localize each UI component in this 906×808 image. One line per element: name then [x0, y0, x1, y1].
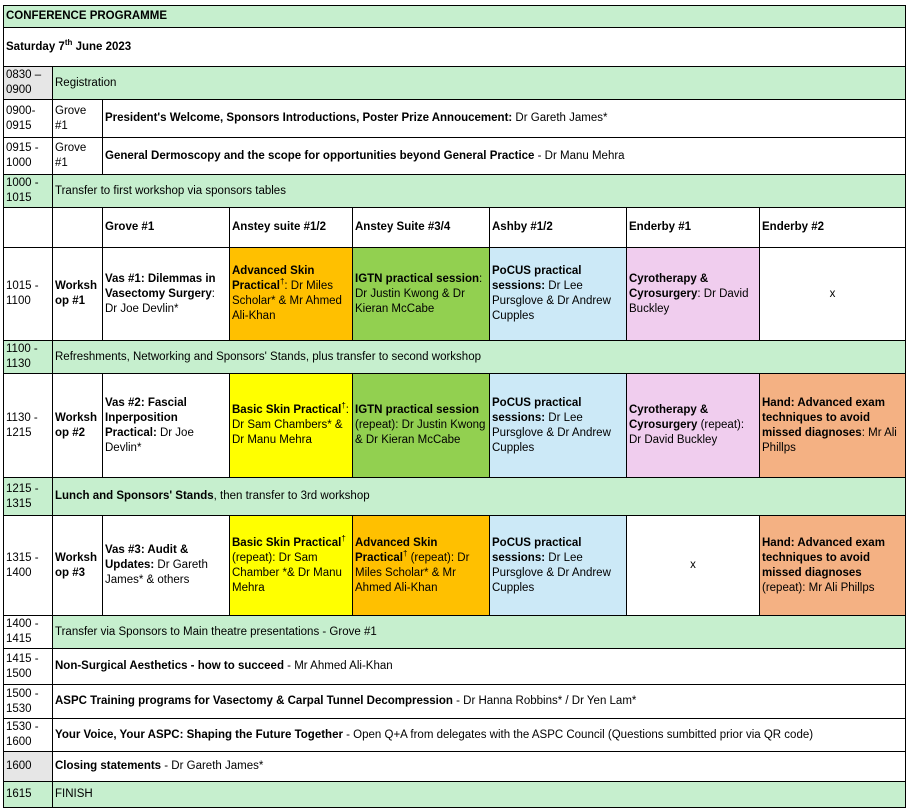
transfer1-row [4, 175, 906, 208]
session-speaker: (repeat): Dr David Buckley [629, 419, 745, 446]
time-cell: 1100 - 1130 [4, 341, 53, 374]
transfer-main-text: Transfer via Sponsors to Main theatre presentations - Grove #1 [53, 616, 906, 649]
room-header-anstey12: Anstey suite #1/2 [230, 208, 353, 248]
time-cell: 1500 - 1530 [4, 685, 53, 719]
workshop-label: Workshop #2 [53, 374, 103, 478]
room-header-enderby2: Enderby #2 [760, 208, 906, 248]
programme-title: CONFERENCE PROGRAMME [4, 6, 906, 28]
voice-session [53, 719, 906, 752]
title-row [4, 6, 906, 28]
ws1-enderby1 [627, 248, 760, 341]
session-title: PoCUS practical sessions: [492, 396, 582, 424]
transfer-main-row [4, 616, 906, 649]
welcome-session [103, 100, 906, 138]
workshop2-row [4, 374, 906, 478]
workshop-label: Workshop #3 [53, 516, 103, 616]
ws2-anstey12 [230, 374, 353, 478]
room-header-ashby: Ashby #1/2 [490, 208, 627, 248]
room-header-anstey34: Anstey Suite #3/4 [353, 208, 490, 248]
training-row [4, 685, 906, 719]
closing-session [53, 752, 906, 782]
blank-header-cell [4, 208, 53, 248]
session-speaker: - Open Q+A from delegates with the ASPC Council (Questions sumbitted prior via QR code) [342, 728, 814, 741]
dagger-mark: † [279, 277, 285, 287]
dagger-mark: † [341, 533, 346, 543]
session-title: Lunch and Sponsors' Stands [55, 490, 214, 502]
session-title: General Dermoscopy and the scope for opportunities beyond General Practice [105, 149, 535, 162]
session-speaker: Dr Gareth James* & others [105, 559, 208, 586]
dagger-mark: † [341, 401, 346, 411]
session-title: Vas #1: Dilemmas in Vasectomy Surgery [105, 272, 216, 300]
session-title: Basic Skin Practical [232, 536, 342, 549]
session-speaker: - Dr Manu Mehra [534, 149, 625, 162]
training-session [53, 685, 906, 719]
session-speaker: Dr Lee Pursglove & Dr Andrew Cupples [492, 411, 611, 454]
ws1-enderby2-empty: x [760, 248, 906, 341]
finish-text: FINISH [53, 782, 906, 808]
session-title: IGTN practical session [355, 404, 479, 416]
aesthetics-session [53, 649, 906, 685]
room-cell: Grove #1 [53, 100, 103, 138]
session-title: Hand: Advanced exam techniques to avoid missed diagnoses [762, 396, 885, 439]
finish-row [4, 782, 906, 808]
ws1-grove [103, 248, 230, 341]
date-row [4, 28, 906, 67]
ws1-anstey12 [230, 248, 353, 341]
session-title: Vas #2: Fascial Inperposition Practical: [105, 396, 187, 439]
time-cell: 1600 [4, 752, 53, 782]
session-title: PoCUS practical sessions: [492, 536, 582, 564]
session-speaker: - Mr Ahmed Ali-Khan [283, 660, 393, 672]
session-title: Closing statements [55, 760, 162, 772]
lunch-row [4, 478, 906, 516]
ws2-grove [103, 374, 230, 478]
session-title: Vas #3: Audit & Updates: [105, 544, 189, 571]
time-cell: 1130 - 1215 [4, 374, 53, 478]
session-title: Basic Skin Practical [232, 404, 342, 416]
ws3-anstey34 [353, 516, 490, 616]
ws2-enderby1 [627, 374, 760, 478]
session-speaker: Dr Lee Pursglove & Dr Andrew Cupples [492, 551, 611, 594]
session-speaker: : Dr David Buckley [629, 287, 749, 315]
blank-header-cell [53, 208, 103, 248]
session-title: ASPC Training programs for Vasectomy & Carpal Tunnel Decompression [55, 695, 453, 707]
ws2-anstey34 [353, 374, 490, 478]
date-suffix: th [64, 37, 73, 47]
session-speaker: : Dr Joe Devlin* [105, 287, 215, 315]
session-speaker: (repeat): Mr Ali Phillps [762, 581, 875, 594]
time-cell: 0915 - 1000 [4, 138, 53, 175]
workshop-label: Workshop #1 [53, 248, 103, 341]
session-speaker: - Dr Hanna Robbins* / Dr Yen Lam* [452, 695, 637, 707]
time-cell: 1000 - 1015 [4, 175, 53, 208]
session-speaker: : Mr Ali Phillps [762, 426, 897, 454]
time-cell: 0900- 0915 [4, 100, 53, 138]
room-cell: Grove #1 [53, 138, 103, 175]
session-title: Hand: Advanced exam techniques to avoid missed diagnoses [762, 536, 885, 579]
dagger-mark: † [402, 548, 408, 558]
ws1-anstey34 [353, 248, 490, 341]
session-title: Cyrotherapy & Cyrosurgery [629, 404, 709, 431]
closing-row [4, 752, 906, 782]
dermoscopy-row [4, 138, 906, 175]
workshop1-row [4, 248, 906, 341]
ws2-enderby2 [760, 374, 906, 478]
session-speaker: Dr Joe Devlin* [105, 426, 194, 454]
session-title: IGTN practical session [355, 272, 479, 285]
session-speaker: : Dr Justin Kwong & Dr Kieran McCabe [355, 272, 483, 315]
session-speaker: (repeat): Dr Sam Chamber *& Dr Manu Mehra [232, 551, 342, 594]
refreshments-text: Refreshments, Networking and Sponsors' Stands, plus transfer to second workshop [53, 341, 906, 374]
session-title: Non-Surgical Aesthetics - how to succeed [55, 660, 284, 672]
welcome-row [4, 100, 906, 138]
session-title: Advanced Skin Practical [355, 536, 438, 564]
session-title: President's Welcome, Sponsors Introductions, Poster Prize Annoucement: [105, 112, 513, 124]
date-day: Saturday 7 [6, 40, 65, 53]
session-speaker: (repeat): Dr Justin Kwong & Dr Kieran McCabe [355, 419, 486, 446]
time-cell: 1215 - 1315 [4, 478, 53, 516]
session-title: Your Voice, Your ASPC: Shaping the Future Together [55, 728, 343, 741]
time-cell: 1015 - 1100 [4, 248, 53, 341]
time-cell: 0830 – 0900 [4, 67, 53, 100]
ws3-ashby [490, 516, 627, 616]
registration-row [4, 67, 906, 100]
ws3-grove [103, 516, 230, 616]
session-speaker: Dr Gareth James* [512, 112, 608, 124]
dermoscopy-session [103, 138, 906, 175]
room-header-row [4, 208, 906, 248]
session-speaker: - Dr Gareth James* [161, 760, 264, 772]
session-title: Cyrotherapy & Cyrosurgery [629, 272, 709, 300]
session-rest: , then transfer to 3rd workshop [213, 490, 370, 502]
time-cell: 1615 [4, 782, 53, 808]
session-speaker: (repeat): Dr Miles Scholar* & Mr Ahmed Ali-Khan [355, 551, 470, 594]
ws2-ashby [490, 374, 627, 478]
ws1-ashby [490, 248, 627, 341]
time-cell: 1400 - 1415 [4, 616, 53, 649]
ws3-enderby2 [760, 516, 906, 616]
time-cell: 1415 - 1500 [4, 649, 53, 685]
transfer1-text: Transfer to first workshop via sponsors tables [53, 175, 906, 208]
refreshments-row [4, 341, 906, 374]
room-header-grove: Grove #1 [103, 208, 230, 248]
ws3-anstey12 [230, 516, 353, 616]
session-title: Advanced Skin Practical [232, 265, 315, 292]
date-month-year: June 2023 [72, 40, 132, 53]
session-speaker: : Dr Miles Scholar* & Mr Ahmed Ali-Khan [232, 280, 342, 322]
registration-text: Registration [53, 67, 906, 100]
time-cell: 1530 - 1600 [4, 719, 53, 752]
time-cell: 1315 - 1400 [4, 516, 53, 616]
aesthetics-row [4, 649, 906, 685]
ws3-enderby1-empty: x [627, 516, 760, 616]
programme-date [4, 28, 906, 67]
voice-row [4, 719, 906, 752]
workshop3-row [4, 516, 906, 616]
conference-programme-table [3, 5, 906, 808]
session-speaker: Dr Lee Pursglove & Dr Andrew Cupples [492, 280, 611, 322]
room-header-enderby1: Enderby #1 [627, 208, 760, 248]
session-speaker: : Dr Sam Chambers* & Dr Manu Mehra [232, 404, 349, 446]
lunch-text [53, 478, 906, 516]
session-title: PoCUS practical sessions: [492, 265, 582, 292]
